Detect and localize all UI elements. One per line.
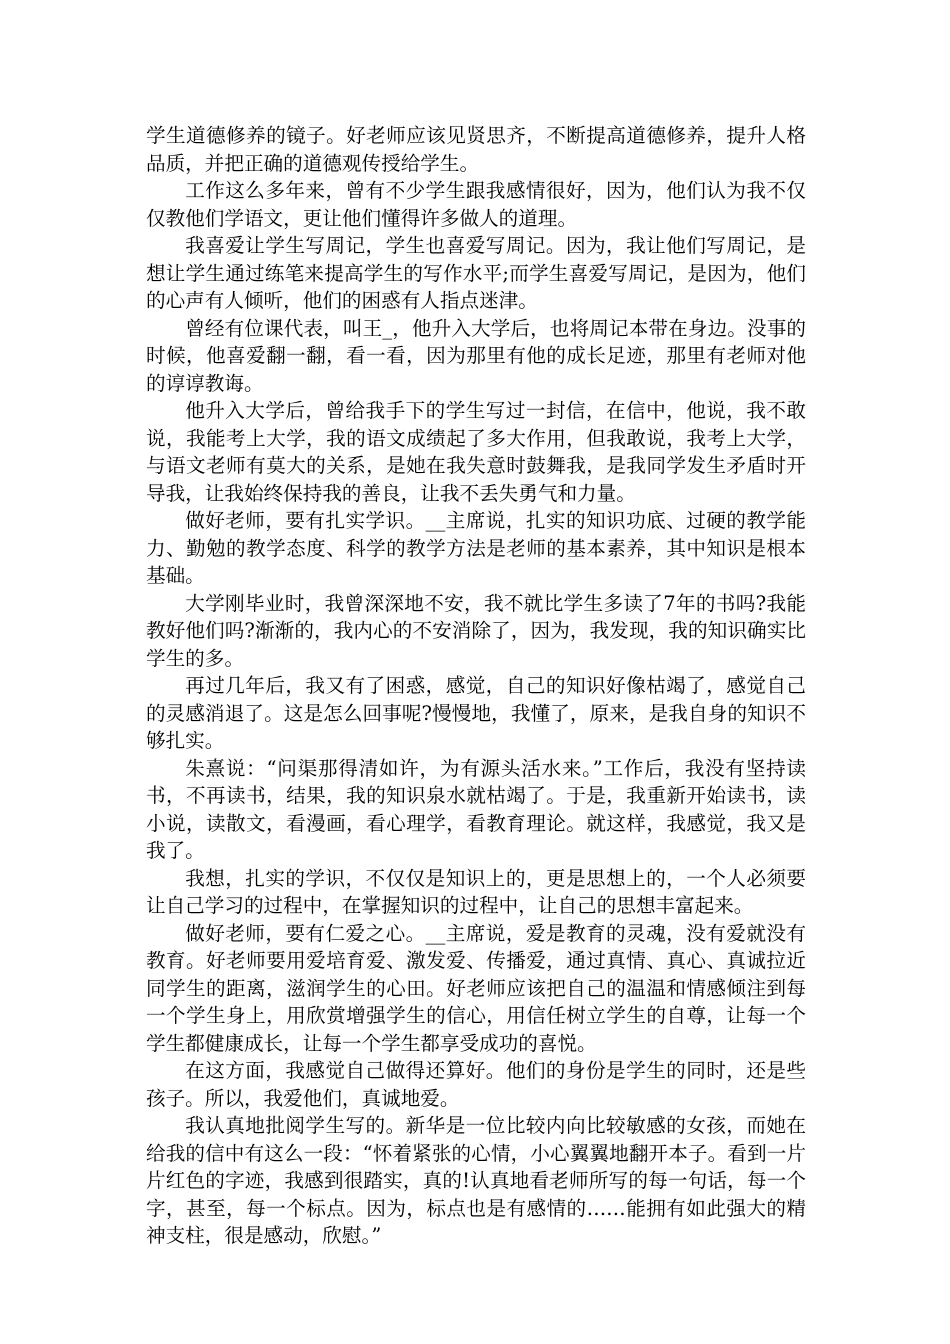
paragraph: 在这方面，我感觉自己做得还算好。他们的身份是学生的同时，还是些孩子。所以，我爱他们，真诚地爱。 [146, 1059, 806, 1110]
paragraph: 工作这么多年来，曾有不少学生跟我感情很好，因为，他们认为我不仅仅教他们学语文，更让他们懂得许多做人的道理。 [146, 179, 806, 230]
paragraph: 我认真地批阅学生写的。新华是一位比较内向比较敏感的女孩，而她在给我的信中有这么一段：“怀着紧张的心情，小心翼翼地翻开本子。看到一片片红色的字迹，我感到很踏实，真的!认真地看老师所写的每一句话，每一个字，甚至，每一个标点。因为，标点也是有感情的……能拥有如此强大的精神支柱，很是感动，欣慰。” [146, 1114, 806, 1247]
paragraph: 朱熹说：“问渠那得清如许，为有源头活水来。”工作后，我没有坚持读书，不再读书，结果，我的知识泉水就枯竭了。于是，我重新开始读书，读小说，读散文，看漫画，看心理学，看教育理论。就这样，我感觉，我又是我了。 [146, 756, 806, 862]
paragraph: 我喜爱让学生写周记，学生也喜爱写周记。因为，我让他们写周记，是想让学生通过练笔来提高学生的写作水平;而学生喜爱写周记，是因为，他们的心声有人倾听，他们的困惑有人指点迷津。 [146, 234, 806, 312]
document-body [146, 122, 806, 1250]
paragraph: 再过几年后，我又有了困惑，感觉，自己的知识好像枯竭了，感觉自己的灵感消退了。这是怎么回事呢?慢慢地，我懂了，原来，是我自身的知识不够扎实。 [146, 674, 806, 752]
paragraph: 做好老师，要有仁爱之心。__主席说，爱是教育的灵魂，没有爱就没有教育。好老师要用爱培育爱、激发爱、传播爱，通过真情、真心、真诚拉近同学生的距离，滋润学生的心田。好老师应该把自己的温温和情感倾注到每一个学生身上，用欣赏增强学生的信心，用信任树立学生的自尊，让每一个学生都健康成长，让每一个学生都享受成功的喜悦。 [146, 921, 806, 1055]
paragraph: 我想，扎实的学识，不仅仅是知识上的，更是思想上的，一个人必须要让自己学习的过程中，在掌握知识的过程中，让自己的思想丰富起来。 [146, 866, 806, 917]
paragraph: 大学刚毕业时，我曾深深地不安，我不就比学生多读了7年的书吗?我能教好他们吗?渐渐的，我内心的不安消除了，因为，我发现，我的知识确实比学生的多。 [146, 591, 806, 670]
paragraph: 学生道德修养的镜子。好老师应该见贤思齐，不断提高道德修养，提升人格品质，并把正确的道德观传授给学生。 [146, 124, 806, 175]
paragraph: 做好老师，要有扎实学识。__主席说，扎实的知识功底、过硬的教学能力、勤勉的教学态度、科学的教学方法是老师的基本素养，其中知识是根本基础。 [146, 509, 806, 587]
paragraph: 曾经有位课代表，叫王_，他升入大学后，也将周记本带在身边。没事的时候，他喜爱翻一翻，看一看，因为那里有他的成长足迹，那里有老师对他的谆谆教诲。 [146, 316, 806, 395]
paragraph: 他升入大学后，曾给我手下的学生写过一封信，在信中，他说，我不敢说，我能考上大学，我的语文成绩起了多大作用，但我敢说，我考上大学，与语文老师有莫大的关系，是她在我失意时鼓舞我，是我同学发生矛盾时开导我，让我始终保持我的善良，让我不丢失勇气和力量。 [146, 399, 806, 505]
